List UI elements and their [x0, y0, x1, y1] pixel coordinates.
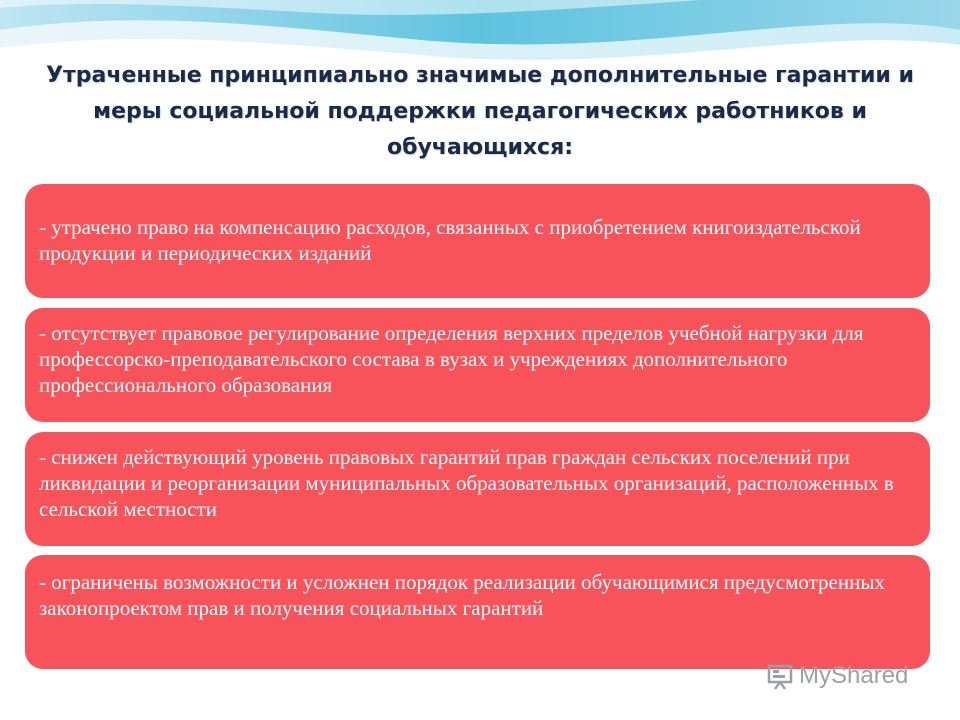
list-item: - снижен действующий уровень правовых гарантий прав граждан сельских поселений при ликвидации и реорганизации муниципальных образовательных организаций, расположенных в сельской местности — [25, 432, 930, 546]
watermark-logo — [765, 658, 908, 694]
list-item: - утрачено право на компенсацию расходов, связанных с приобретением книгоиздательской продукции и периодических изданий — [25, 184, 930, 298]
watermark-text: MyShared — [799, 662, 909, 689]
list-item: - ограничены возможности и усложнен порядок реализации обучающимися предусмотренных законопроектом прав и получения социальных гарантий — [25, 555, 930, 669]
presentation-icon — [765, 661, 795, 691]
slide-title: Утраченные принципиально значимые дополнительные гарантии и меры социальной поддержки педагогических работников и обучающихся: — [46, 63, 914, 160]
list-item: - отсутствует правовое регулирование определения верхних пределов учебной нагрузки для профессорско-преподавательского состава в вузах и учреждениях дополнительного профессионального образования — [25, 308, 930, 422]
